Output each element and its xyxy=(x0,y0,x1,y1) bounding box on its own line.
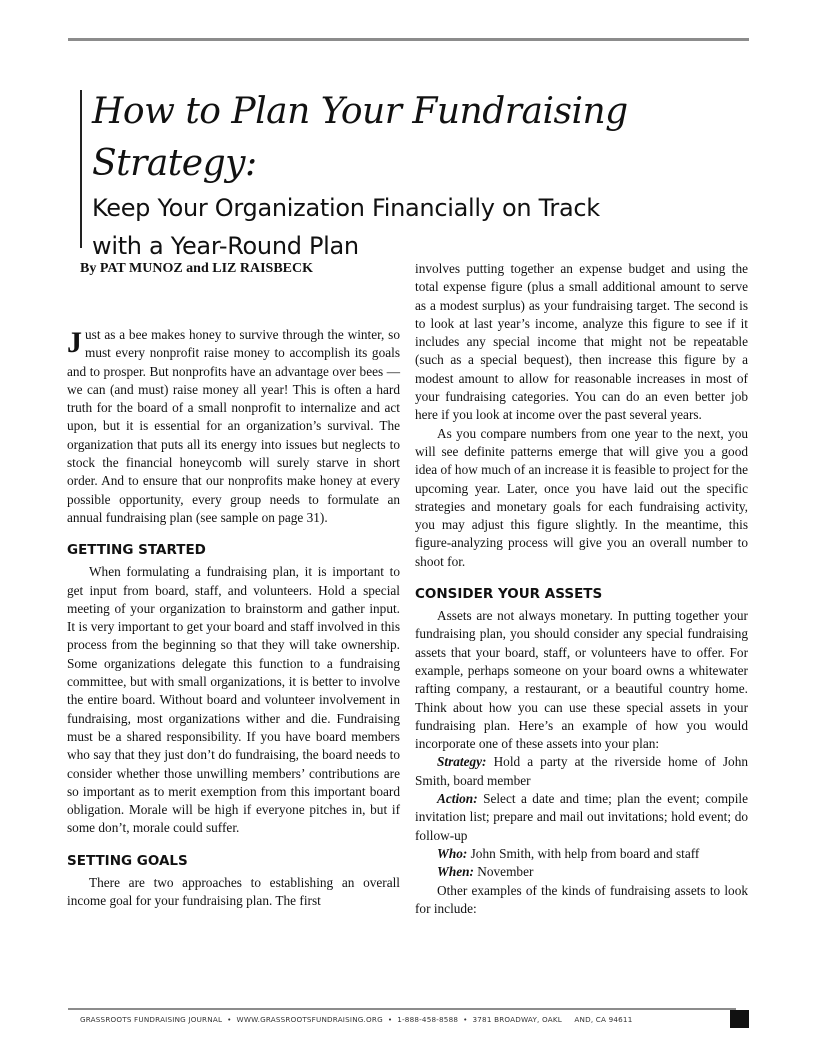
heading-consider-assets: CONSIDER YOUR ASSETS xyxy=(415,586,603,603)
footer-text: GRASSROOTS FUNDRAISING JOURNAL • WWW.GRASSROOTSFUNDRAISING.ORG • 1-888-458-8588 • 3781 BROADWAY, OAKL AND, CA 94611 xyxy=(80,1015,633,1024)
intro-text: ust as a bee makes honey to survive through the winter, so must every nonprofit raise money to accomplish its goals and to prosper. But nonprofits have an advantage over bees — we can (and must) raise money all year! This is often a hard truth for the board of a small nonprofit to internalize and act upon, but it is essential for an organization’s survival. The organization that puts all its energy into issues but neglects to stock the financial honeycomb will surely starve in short order. And to ensure that our nonprofits make honey at every possible opportunity, every group needs to formulate an annual fundraising plan (see sample on page 31). xyxy=(67,327,400,525)
page-number-block xyxy=(730,1010,749,1028)
drop-cap: J xyxy=(67,326,82,359)
intro-paragraph xyxy=(67,326,400,527)
title-accent-bar xyxy=(80,90,82,248)
action-item xyxy=(415,790,748,845)
assets-paragraph: Assets are not always monetary. In putting together your fundraising plan, you should consider any special fundraising assets that your board, staff, or volunteers have to offer. For example, perhaps someone on your board owns a whitewater rafting company, a restaurant, or a beautiful country home. Think about how you can use these special assets in your fundraising plan. Here’s an example of how you would incorporate one of these assets into your plan: xyxy=(415,608,748,752)
setting-goals-paragraph-cont: involves putting together an expense budget and using the total expense figure (plus a small additional amount to serve as a modest surplus) as your fundraising target. The second is to look at last year’s income, analyze this figure to see if it includes any special income that might not be repeatable (such as a special bequest), then increase this figure by a modest amount to allow for reasonable increases in most of your fundraising categories. You can do an even better job here if you look at income over the past several years. xyxy=(415,261,748,423)
assets-closing: Other examples of the kinds of fundraising assets to look for include: xyxy=(415,882,748,916)
article-title: How to Plan Your Fundraising Strategy: xyxy=(92,91,628,184)
strategy-item xyxy=(415,753,748,790)
action-text: Select a date and time; plan the event; compile invitation list; prepare and mail out invitations; hold event; do follow-up xyxy=(415,791,748,843)
action-label: Action: xyxy=(437,791,478,807)
article-subtitle: Keep Your Organization Financially on Track with a Year-Round Plan xyxy=(92,194,600,260)
right-column xyxy=(415,260,748,918)
setting-goals-paragraph-2: As you compare numbers from one year to the next, you will see definite patterns emerge that will give you a good idea of how much of an increase it is feasible to project for the upcoming year. Later, once you have laid out the specific strategies and monetary goals for each fundraising activity, you may adjust this figure slightly. In the meantime, this figure-analyzing process will give you an overall number to shoot for. xyxy=(415,425,748,569)
who-item xyxy=(415,845,748,863)
who-text: John Smith, with help from board and staff xyxy=(467,845,700,861)
bottom-rule xyxy=(68,1008,736,1010)
when-text: November xyxy=(473,864,534,880)
left-column xyxy=(67,326,400,910)
setting-goals-paragraph-start: There are two approaches to establishing an overall income goal for your fundraising plan. The first xyxy=(67,874,400,909)
who-label: Who: xyxy=(437,845,468,861)
heading-setting-goals: SETTING GOALS xyxy=(67,852,188,869)
top-rule xyxy=(68,38,749,41)
when-item xyxy=(415,863,748,881)
strategy-text: Hold a party at the riverside home of John Smith, board member xyxy=(415,754,748,788)
strategy-label: Strategy: xyxy=(437,754,487,770)
heading-getting-started: GETTING STARTED xyxy=(67,542,206,559)
getting-started-paragraph: When formulating a fundraising plan, it is important to get input from board, staff, and volunteers. Hold a special meeting of your organization to brainstorm and gather input. It is very important to get your board and staff involved in this process from the beginning so that they will take ownership. Some organizations delegate this function to a fundraising committee, but with small organizations, it is better to involve the entire board. Without board and volunteer involvement in fundraising, most organizations wither and die. Fundraising must be a shared responsibility. If you have board members who say that they just don’t do fundraising, the board needs to consider whether those unwilling members’ contributions are so important as to merit exemption from this important board obligation. Morale will be high if everyone pitches in, but if some don’t, morale could suffer. xyxy=(67,564,400,836)
when-label: When: xyxy=(437,864,474,880)
article-byline: By PAT MUNOZ and LIZ RAISBECK xyxy=(80,261,313,276)
